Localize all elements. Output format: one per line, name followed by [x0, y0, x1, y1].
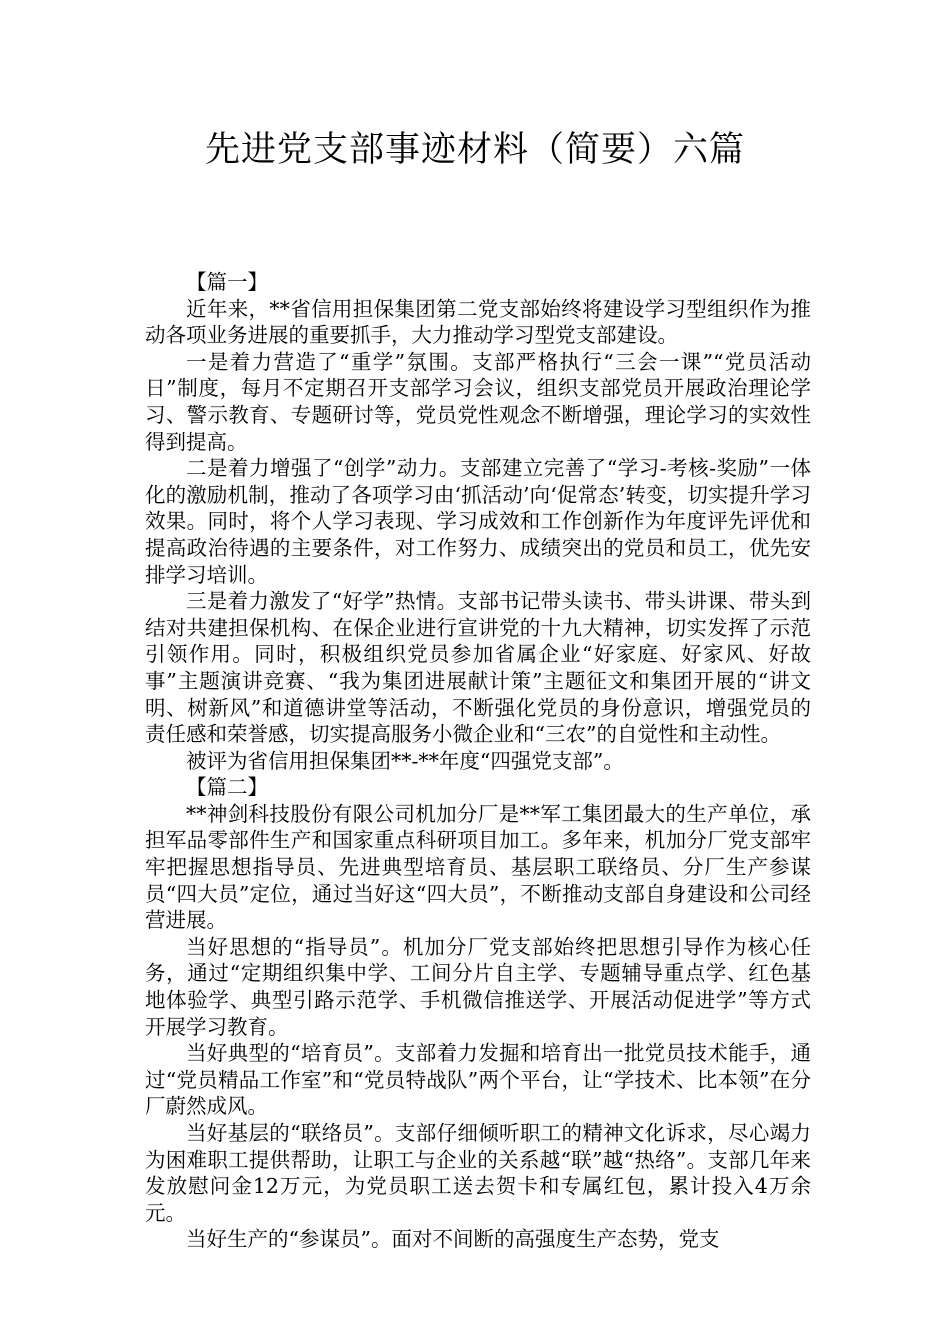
paragraph: 三是着力激发了“好学”热情。支部书记带头读书、带头讲课、带头到结对共建担保机构、在保企业进行宣讲党的十九大精神，切实发挥了示范引领作用。同时，积极组织党员参加省属企业“好家庭、好家风、好故事”主题演讲竞赛、“我为集团进展献计策”主题征文和集团开展的“讲文明、树新风”和道德讲堂等活动，不断强化党员的身份意识，增强党员的责任感和荣誉感，切实提高服务小微企业和“三农”的自觉性和主动性。: [145, 589, 811, 747]
paragraph: 一是着力营造了“重学”氛围。支部严格执行“三会一课”“党员活动日”制度，每月不定期召开支部学习会议，组织支部党员开展政治理论学习、警示教育、专题研讨等，党员党性观念不断增强，理论学习的实效性得到提高。: [145, 349, 811, 454]
document-body: [145, 269, 811, 1253]
paragraph: 当好生产的“参谋员”。面对不间断的高强度生产态势，党支: [186, 1227, 720, 1252]
paragraph: **神剑科技股份有限公司机加分厂是**军工集团最大的生产单位，承担军品零部件生产和国家重点科研项目加工。多年来，机加分厂党支部牢牢把握思想指导员、先进典型培育员、基层职工联络员、分厂生产参谋员“四大员”定位，通过当好这“四大员”，不断推动支部自身建设和公司经营进展。: [145, 801, 811, 933]
paragraph: 当好思想的“指导员”。机加分厂党支部始终把思想引导作为核心任务，通过“定期组织集中学、工间分片自主学、专题辅导重点学、红色基地体验学、典型引路示范学、手机微信推送学、开展活动促进学”等方式开展学习教育。: [145, 934, 811, 1039]
paragraph: 当好基层的“联络员”。支部仔细倾听职工的精神文化诉求，尽心竭力为困难职工提供帮助，让职工与企业的关系越“联”越“热络”。支部几年来发放慰问金12万元，为党员职工送去贺卡和专属红包，累计投入4万余元。: [145, 1121, 811, 1225]
section-heading-2: 【篇二】: [186, 775, 268, 800]
paragraph: 当好典型的“培育员”。支部着力发掘和培育出一批党员技术能手，通过“党员精品工作室”和“党员特战队”两个平台，让“学技术、比本领”在分厂蔚然成风。: [145, 1041, 811, 1119]
document-title: 先进党支部事迹材料（简要）六篇: [204, 130, 745, 170]
paragraph: 二是着力增强了“创学”动力。支部建立完善了“学习-考核-奖励”一体化的激励机制，推动了各项学习由‘抓活动’向‘促常态’转变，切实提升学习效果。同时，将个人学习表现、学习成效和工作创新作为年度评先评优和提高政治待遇的主要条件，对工作努力、成绩突出的党员和员工，优先安排学习培训。: [145, 456, 811, 587]
paragraph: 近年来，**省信用担保集团第二党支部始终将建设学习型组织作为推动各项业务进展的重要抓手，大力推动学习型党支部建设。: [145, 296, 811, 348]
section-heading-1: 【篇一】: [186, 270, 268, 294]
paragraph: 被评为省信用担保集团**-**年度“四强党支部”。: [186, 748, 624, 773]
